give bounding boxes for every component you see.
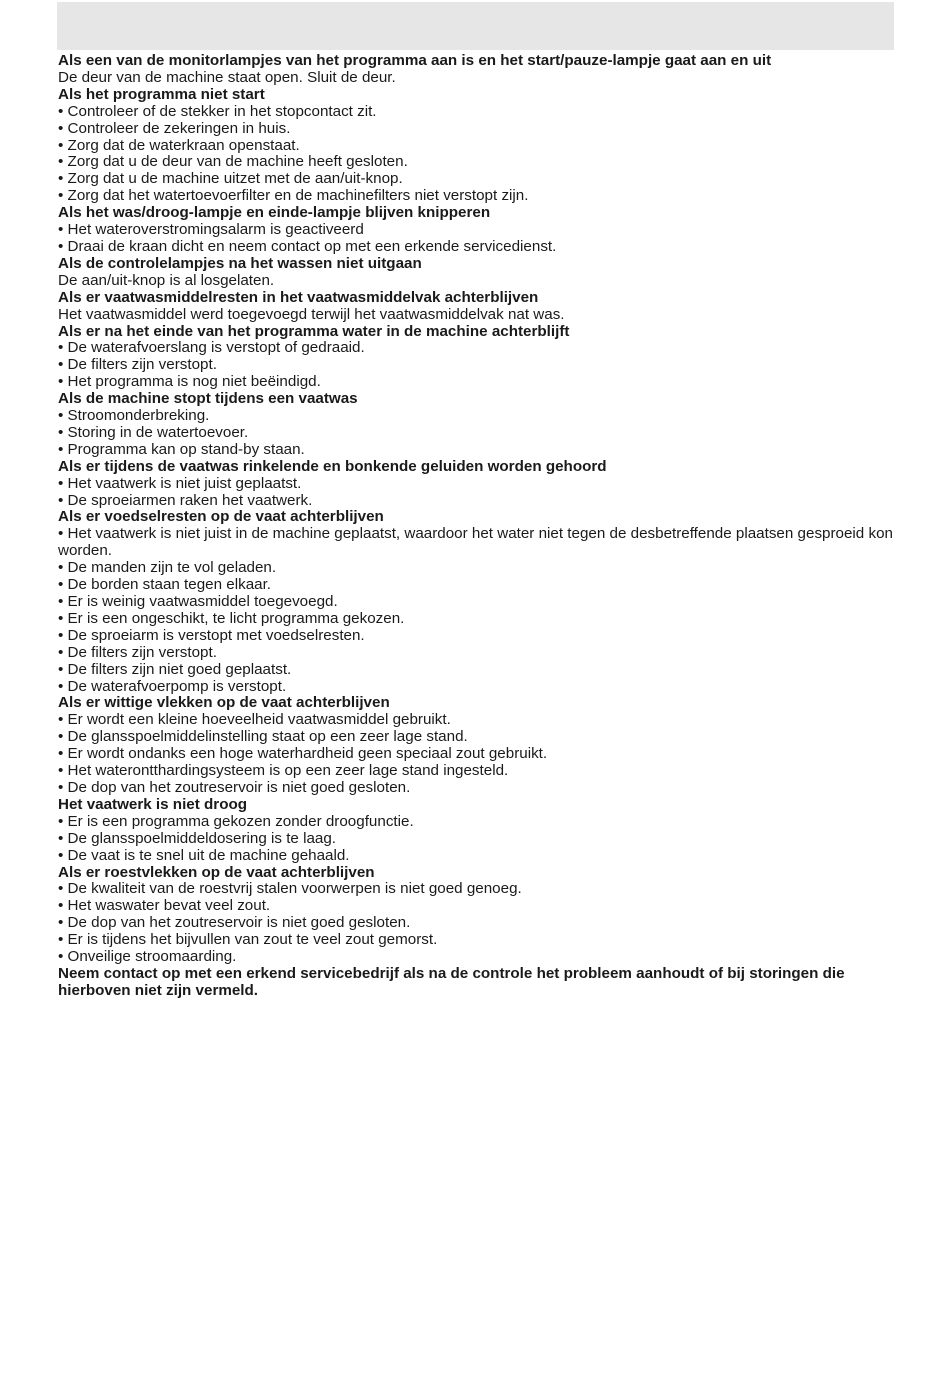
bullet-item: • De vaat is te snel uit de machine gehaald. [58,846,350,864]
troubleshooting-section [58,509,894,695]
closing-note: Neem contact op met een erkend servicebedrijf als na de controle het probleem aanhoudt of bij storingen die hierboven niet zijn vermeld. [58,964,845,999]
troubleshooting-section [58,865,894,966]
bullet-item: • Er is een programma gekozen zonder droogfunctie. [58,812,414,830]
bullet-item: • Er wordt een kleine hoeveelheid vaatwasmiddel gebruikt. [58,711,451,729]
bullet-item: • Er is een ongeschikt, te licht programma gekozen. [58,609,405,627]
bullet-item: • De manden zijn te vol geladen. [58,559,277,577]
bullet-item: • Er wordt ondanks een hoge waterhardheid geen speciaal zout gebruikt. [58,745,548,763]
section-title: Als er tijdens de vaatwas rinkelende en bonkende geluiden worden gehoord [58,457,607,475]
section-title: Als het was/droog-lampje en einde-lampje blijven knipperen [58,204,491,222]
bullet-item: • Zorg dat u de machine uitzet met de aan/uit-knop. [58,170,403,188]
bullet-item: • Het vaatwerk is niet juist in de machine geplaatst, waardoor het water niet tegen de desbetreffende plaatsen gesproeid kon worden. [58,525,893,560]
bullet-item: • De dop van het zoutreservoir is niet goed gesloten. [58,778,411,796]
bullet-item: • Controleer de zekeringen in huis. [58,119,291,137]
bullet-item: • De filters zijn verstopt. [58,356,217,374]
bullet-item: • De glansspoelmiddelinstelling staat op een zeer lage stand. [58,728,468,746]
bullet-item: • Het vaatwerk is niet juist geplaatst. [58,474,302,492]
section-title: Als er na het einde van het programma water in de machine achterblijft [58,322,570,340]
troubleshooting-section [58,459,894,510]
section-title: Als de machine stopt tijdens een vaatwas [58,390,358,408]
troubleshooting-section [58,695,894,796]
bullet-item: • Programma kan op stand-by staan. [58,440,305,458]
bullet-item: • De waterafvoerpomp is verstopt. [58,677,287,695]
bullet-item: • Controleer of de stekker in het stopcontact zit. [58,102,377,120]
bullet-item: • Draai de kraan dicht en neem contact op met een erkende servicedienst. [58,237,557,255]
section-title: Het vaatwerk is niet droog [58,795,248,813]
troubleshooting-section [58,256,894,290]
section-title: Als er roestvlekken op de vaat achterblijven [58,863,375,881]
bullet-item: • Zorg dat u de deur van de machine heeft gesloten. [58,153,408,171]
bullet-item: • De dop van het zoutreservoir is niet goed gesloten. [58,914,411,932]
section-title: Als het programma niet start [58,85,265,103]
header-bar [57,2,894,50]
troubleshooting-section [58,87,894,205]
section-title: Als er vaatwasmiddelresten in het vaatwasmiddelvak achterblijven [58,288,539,306]
bullet-item: • Het waterontthardingsysteem is op een zeer lage stand ingesteld. [58,762,509,780]
troubleshooting-section [58,205,894,256]
bullet-item: • De sproeiarmen raken het vaatwerk. [58,491,313,509]
troubleshooting-content [58,53,894,1000]
troubleshooting-section [58,53,894,87]
bullet-item: • De waterafvoerslang is verstopt of gedraaid. [58,339,365,357]
section-title: Als er wittige vlekken op de vaat achterblijven [58,694,390,712]
troubleshooting-section [58,324,894,392]
bullet-item: • Onveilige stroomaarding. [58,948,237,966]
troubleshooting-section [58,797,894,865]
bullet-item: • Er is tijdens het bijvullen van zout te veel zout gemorst. [58,931,438,949]
troubleshooting-section [58,290,894,324]
bullet-item: • Het programma is nog niet beëindigd. [58,373,321,391]
bullet-item: • De sproeiarm is verstopt met voedselresten. [58,626,365,644]
bullet-item: • Storing in de watertoevoer. [58,423,249,441]
section-title: Als een van de monitorlampjes van het programma aan is en het start/pauze-lampje gaat aan en uit [58,52,772,69]
section-title: Als er voedselresten op de vaat achterblijven [58,508,384,526]
section-text: De aan/uit-knop is al losgelaten. [58,271,275,289]
bullet-item: • Zorg dat het watertoevoerfilter en de machinefilters niet verstopt zijn. [58,187,529,205]
section-text: De deur van de machine staat open. Sluit de deur. [58,68,396,86]
section-list [58,53,894,966]
bullet-item: • De borden staan tegen elkaar. [58,576,272,594]
bullet-item: • De filters zijn niet goed geplaatst. [58,660,292,678]
troubleshooting-section [58,391,894,459]
bullet-item: • Het wateroverstromingsalarm is geactiveerd [58,221,364,239]
bullet-item: • Zorg dat de waterkraan openstaat. [58,136,300,154]
bullet-item: • De kwaliteit van de roestvrij stalen voorwerpen is niet goed genoeg. [58,880,522,898]
bullet-item: • Het waswater bevat veel zout. [58,897,271,915]
bullet-item: • Er is weinig vaatwasmiddel toegevoegd. [58,593,338,610]
bullet-item: • Stroomonderbreking. [58,407,210,425]
bullet-item: • De filters zijn verstopt. [58,643,217,661]
section-text: Het vaatwasmiddel werd toegevoegd terwijl het vaatwasmiddelvak nat was. [58,305,565,323]
bullet-item: • De glansspoelmiddeldosering is te laag. [58,829,337,847]
section-title: Als de controlelampjes na het wassen niet uitgaan [58,254,422,272]
